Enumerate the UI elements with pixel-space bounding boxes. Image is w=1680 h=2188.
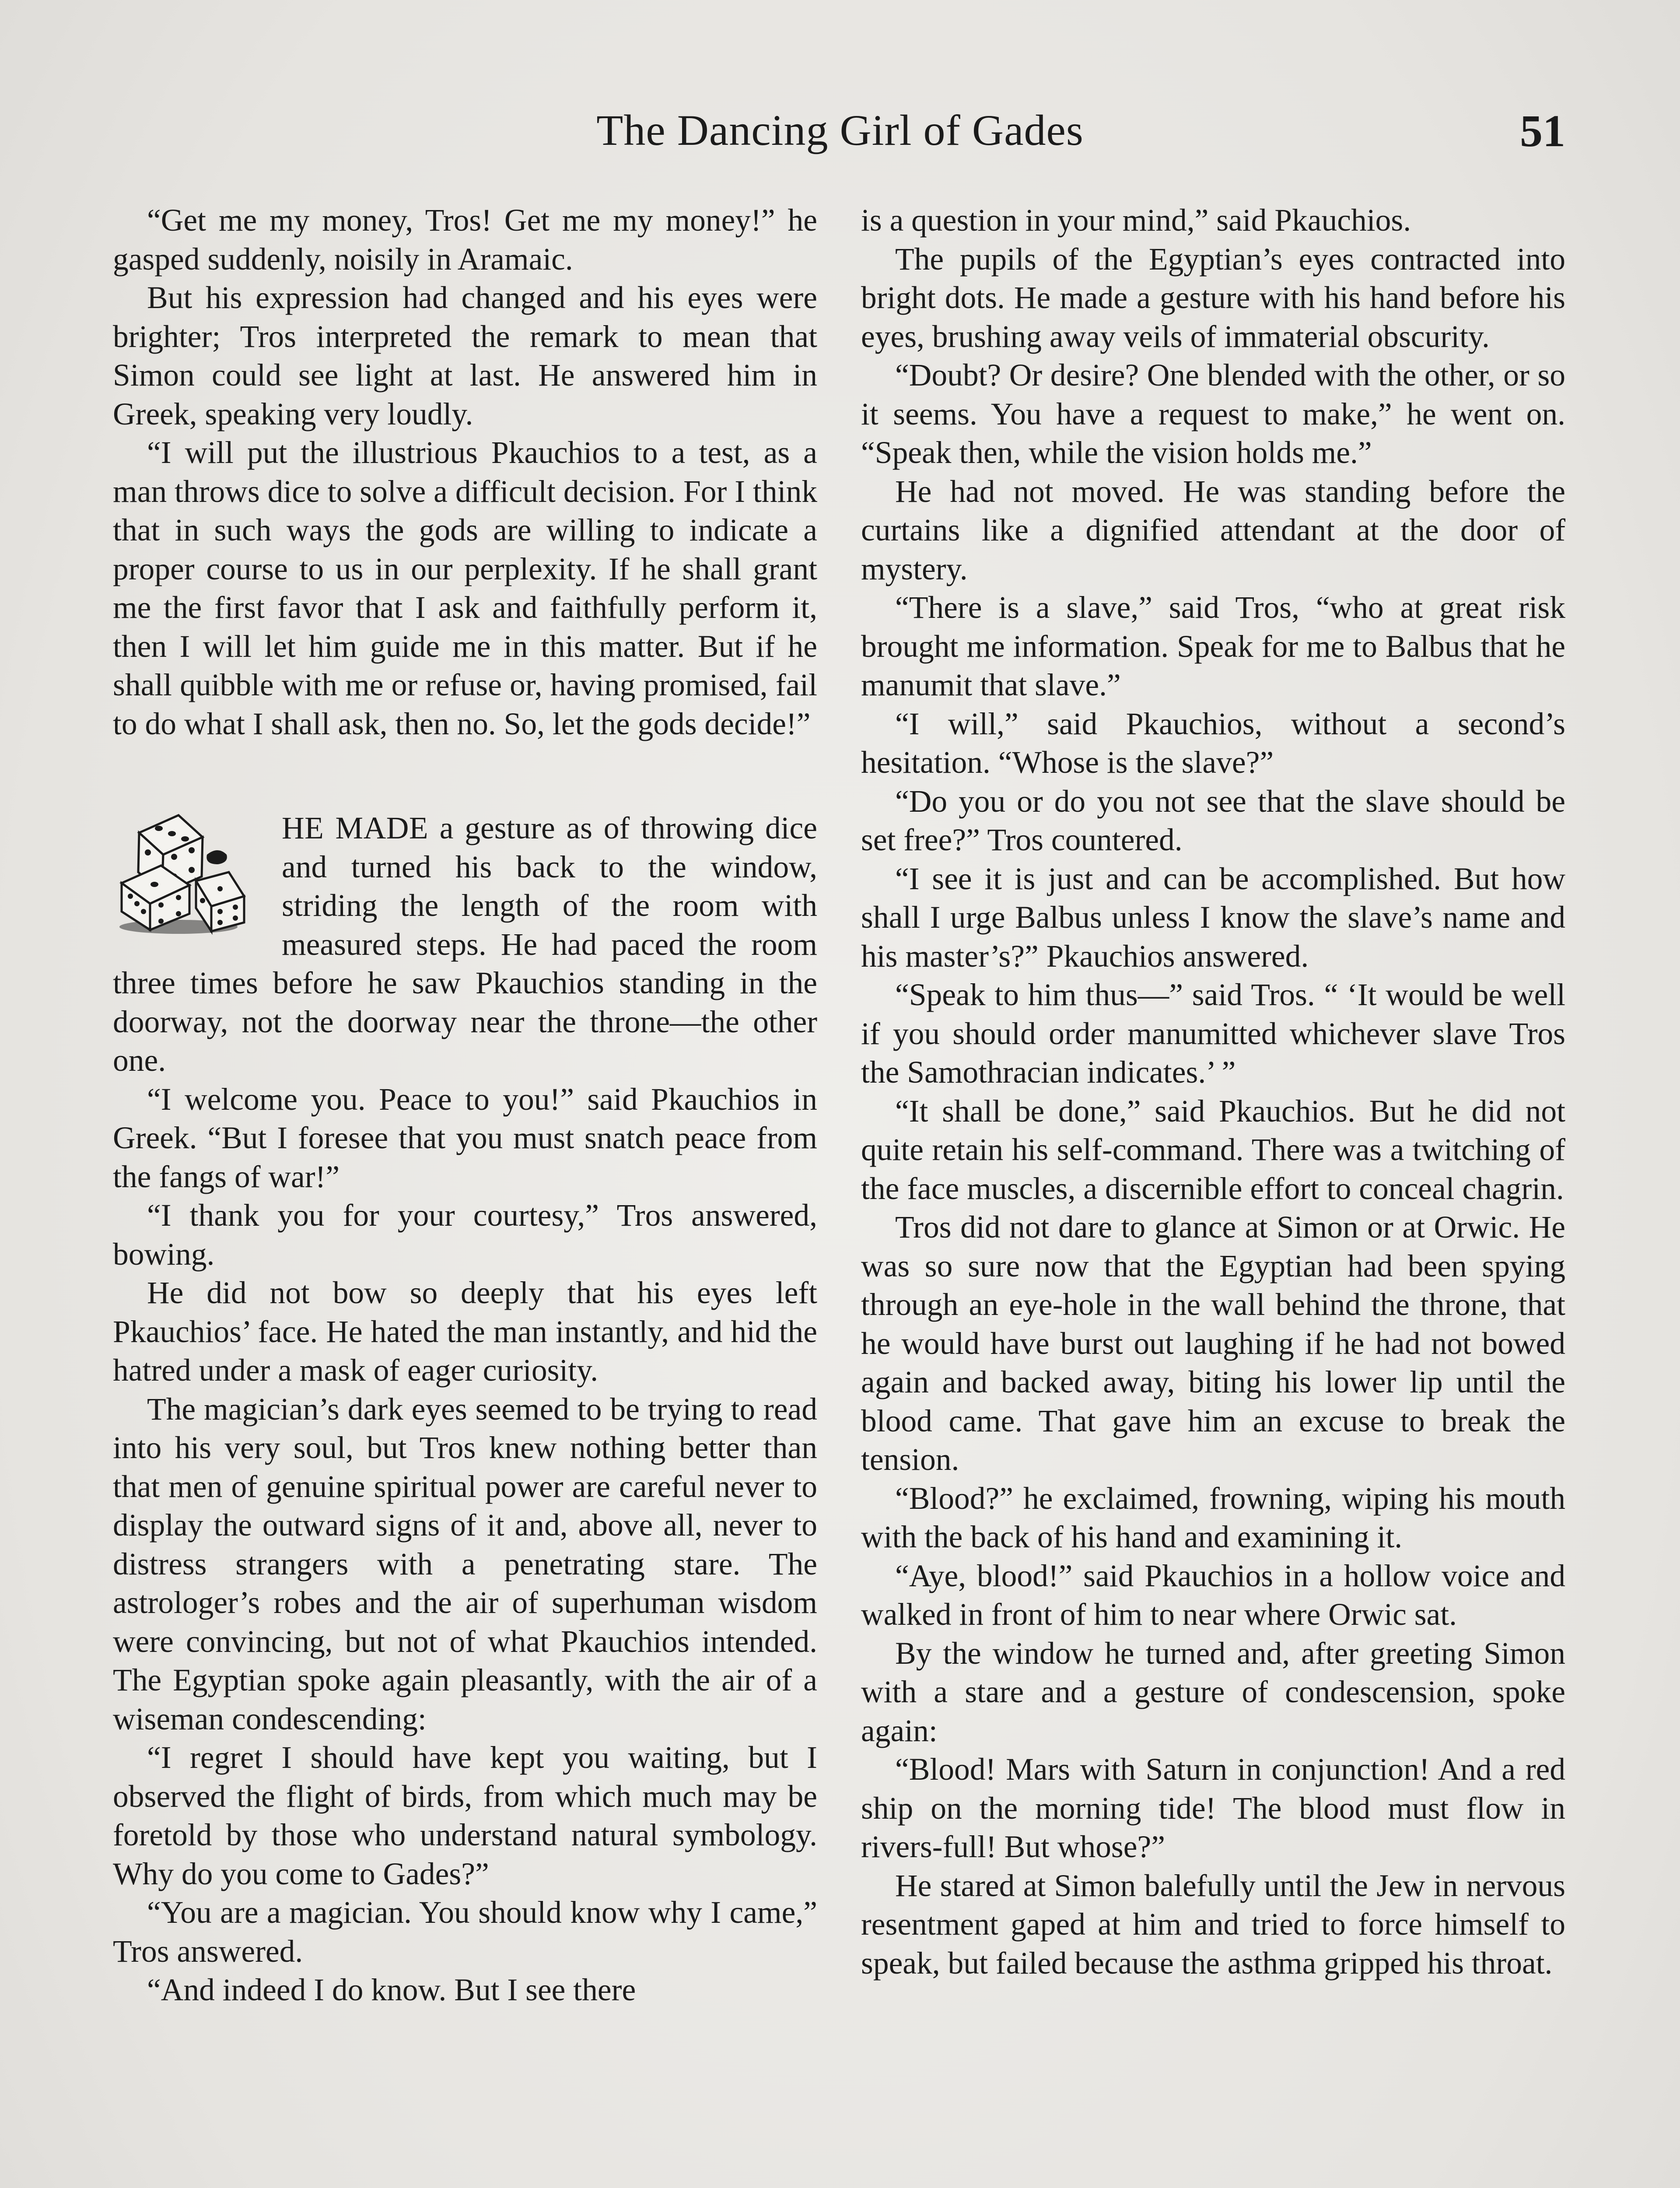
paragraph: He stared at Simon balefully until the Jew in nervous resentment gaped at him and tried to force himself to speak, but failed because the asthma gripped his throat. [861, 1868, 1565, 1981]
paragraph: “I will put the illustrious Pkauchios to a test, as a man throws dice to solve a difficult decision. For I think that in such ways the gods are willing to indicate a proper course to us in our perplexity. If he shall grant me the first favor that I ask and faithfully perform it, then I will let him guide me in this matter. But if he shall quibble with me or refuse or, having promised, fail to do what I shall ask, then no. So, let the gods decide!” [113, 435, 817, 741]
left-column [113, 201, 817, 2010]
paragraph: “Get me my money, Tros! Get me my money!” he gasped suddenly, noisily in Aramaic. [113, 203, 817, 277]
paragraph: But his expression had changed and his eyes were brighter; Tros interpreted the remark to mean that Simon could see light at last. He answered him in Greek, speaking very loudly. [113, 281, 817, 431]
paragraph: The pupils of the Egyptian’s eyes contracted into bright dots. He made a gesture with his hand before his eyes, brushing away veils of immaterial obscurity. [861, 242, 1565, 354]
continued-paragraph: is a question in your mind,” said Pkauchios. [861, 203, 1411, 238]
section-lead-word: HE MADE [282, 811, 429, 845]
paragraph: “There is a slave,” said Tros, “who at great risk brought me information. Speak for me to Balbus that he manumit that slave.” [861, 590, 1565, 702]
paragraph: “I welcome you. Peace to you!” said Pkauchios in Greek. “But I foresee that you must snatch peace from the fangs of war!” [113, 1082, 817, 1194]
paragraph: “And indeed I do know. But I see there [147, 1973, 636, 2007]
section-text: a gesture as of throwing dice and turned his back to the window, striding the length of the room with measured steps. He had paced the room three times before he saw Pkauchios standing in the doorway, not the doorway near the throne—the other one. [113, 811, 817, 1078]
paragraph: Tros did not dare to glance at Simon or at Orwic. He was so sure now that the Egyptian had been spying through an eye-hole in the wall behind the throne, that he would have burst out laughing if he had not bowed again and backed away, biting his lower lip until the blood came. That gave him an excuse to break the tension. [861, 1210, 1565, 1477]
running-head [0, 105, 1680, 166]
paragraph: He did not bow so deeply that his eyes left Pkauchios’ face. He hated the man instantly, and hid the hatred under a mask of eager curiosity. [113, 1276, 817, 1388]
page-number: 51 [1520, 106, 1565, 156]
paragraph: “Aye, blood!” said Pkauchios in a hollow voice and walked in front of him to near where Orwic sat. [861, 1558, 1565, 1632]
paragraph: The magician’s dark eyes seemed to be trying to read into his very soul, but Tros knew nothing better than that men of genuine spiritual power are careful never to display the outward signs of it and, above all, never to distress strangers with a penetrating stare. The astrologer’s robes and the air of superhuman wisdom were convincing, but not of what Pkauchios intended. The Egyptian spoke again pleasantly, with the air of a wiseman condescending: [113, 1392, 817, 1736]
section-opening [113, 809, 817, 1080]
dice-icon [113, 806, 270, 938]
paragraph: “Blood?” he exclaimed, frowning, wiping his mouth with the back of his hand and examining it. [861, 1481, 1565, 1554]
paragraph: “Doubt? Or desire? One blended with the other, or so it seems. You have a request to make,” he went on. “Speak then, while the vision holds me.” [861, 358, 1565, 470]
paragraph: He had not moved. He was standing before the curtains like a dignified attendant at the door of mystery. [861, 474, 1565, 586]
paragraph: “I see it is just and can be accomplished. But how shall I urge Balbus unless I know the slave’s name and his master’s?” Pkauchios answered. [861, 861, 1565, 974]
paragraph: “Blood! Mars with Saturn in conjunction! And a red ship on the morning tide! The blood must flow in rivers-full! But whose?” [861, 1752, 1565, 1864]
paragraph: “You are a magician. You should know why I came,” Tros answered. [113, 1895, 817, 1969]
paragraph: “It shall be done,” said Pkauchios. But he did not quite retain his self-command. There was a twitching of the face muscles, a discernible effort to conceal chagrin. [861, 1094, 1565, 1206]
paragraph: “Do you or do you not see that the slave should be set free?” Tros countered. [861, 784, 1565, 857]
paragraph: “I thank you for your courtesy,” Tros answered, bowing. [113, 1198, 817, 1272]
paragraph: By the window he turned and, after greeting Simon with a stare and a gesture of condescension, spoke again: [861, 1636, 1565, 1748]
right-column [861, 201, 1565, 1983]
paragraph: “I will,” said Pkauchios, without a second’s hesitation. “Whose is the slave?” [861, 706, 1565, 780]
running-title: The Dancing Girl of Gades [596, 106, 1084, 154]
paragraph: “Speak to him thus—” said Tros. “ ‘It would be well if you should order manumitted whichever slave Tros the Samothracian indicates.’ ” [861, 978, 1565, 1090]
paragraph: “I regret I should have kept you waiting, but I observed the flight of birds, from which much may be foretold by those who understand natural symbology. Why do you come to Gades?” [113, 1740, 817, 1891]
